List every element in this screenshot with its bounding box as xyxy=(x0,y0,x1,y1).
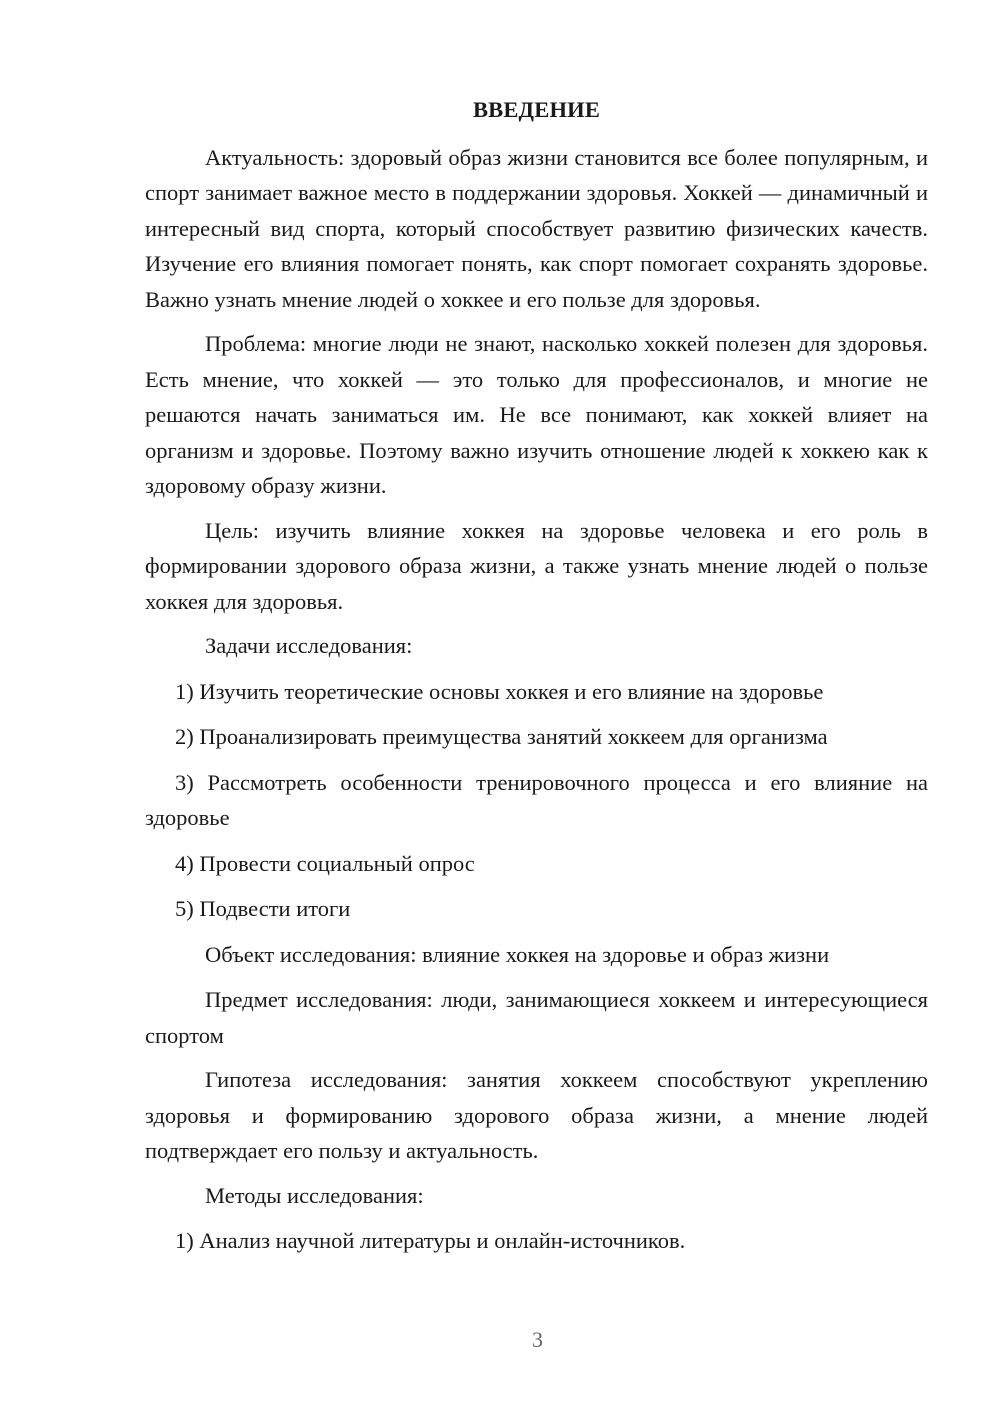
task-item-1: 1) Изучить теоретические основы хоккея и его влияние на здоровье xyxy=(175,678,824,704)
task-item-4: 4) Провести социальный опрос xyxy=(175,850,475,876)
subject-paragraph: Предмет исследования: люди, занимающиеся хоккеем и интересующиеся спортом xyxy=(145,987,928,1048)
object-paragraph: Объект исследования: влияние хоккея на здоровье и образ жизни xyxy=(205,941,830,967)
page-title: ВВЕДЕНИЕ xyxy=(472,97,601,122)
page-number: 3 xyxy=(532,1327,543,1352)
problem-paragraph: Проблема: многие люди не знают, насколько хоккей полезен для здоровья. Есть мнение, что хоккей — это только для профессионалов, и многие не решаются начать заниматься им. Не все понимают, как хоккей влияет на организм и здоровье. Поэтому важно изучить отношение людей к хоккею как к здоровому образу жизни. xyxy=(145,331,928,498)
goal-paragraph: Цель: изучить влияние хоккея на здоровье человека и его роль в формировании здорового образа жизни, а также узнать мнение людей о пользе хоккея для здоровья. xyxy=(145,517,928,614)
methods-heading: Методы исследования: xyxy=(205,1182,424,1208)
hypothesis-paragraph: Гипотеза исследования: занятия хоккеем способствуют укреплению здоровья и формированию здорового образа жизни, а мнение людей подтверждает его пользу и актуальность. xyxy=(145,1067,928,1163)
tasks-heading: Задачи исследования: xyxy=(205,633,413,658)
task-item-3: 3) Рассмотреть особенности тренировочного процесса и его влияние на здоровье xyxy=(145,769,928,830)
page-content xyxy=(145,92,928,1269)
method-item-1: 1) Анализ научной литературы и онлайн-источников. xyxy=(175,1228,686,1253)
task-item-2: 2) Проанализировать преимущества занятий хоккеем для организма xyxy=(175,724,828,749)
task-item-5: 5) Подвести итоги xyxy=(175,896,351,921)
relevance-paragraph: Актуальность: здоровый образ жизни становится все более популярным, и спорт занимает важное место в поддержании здоровья. Хоккей — динамичный и интересный вид спорта, который способствует развитию физических качеств. Изучение его влияния помогает понять, как спорт помогает сохранять здоровье. Важно узнать мнение людей о хоккее и его пользе для здоровья. xyxy=(145,144,928,312)
